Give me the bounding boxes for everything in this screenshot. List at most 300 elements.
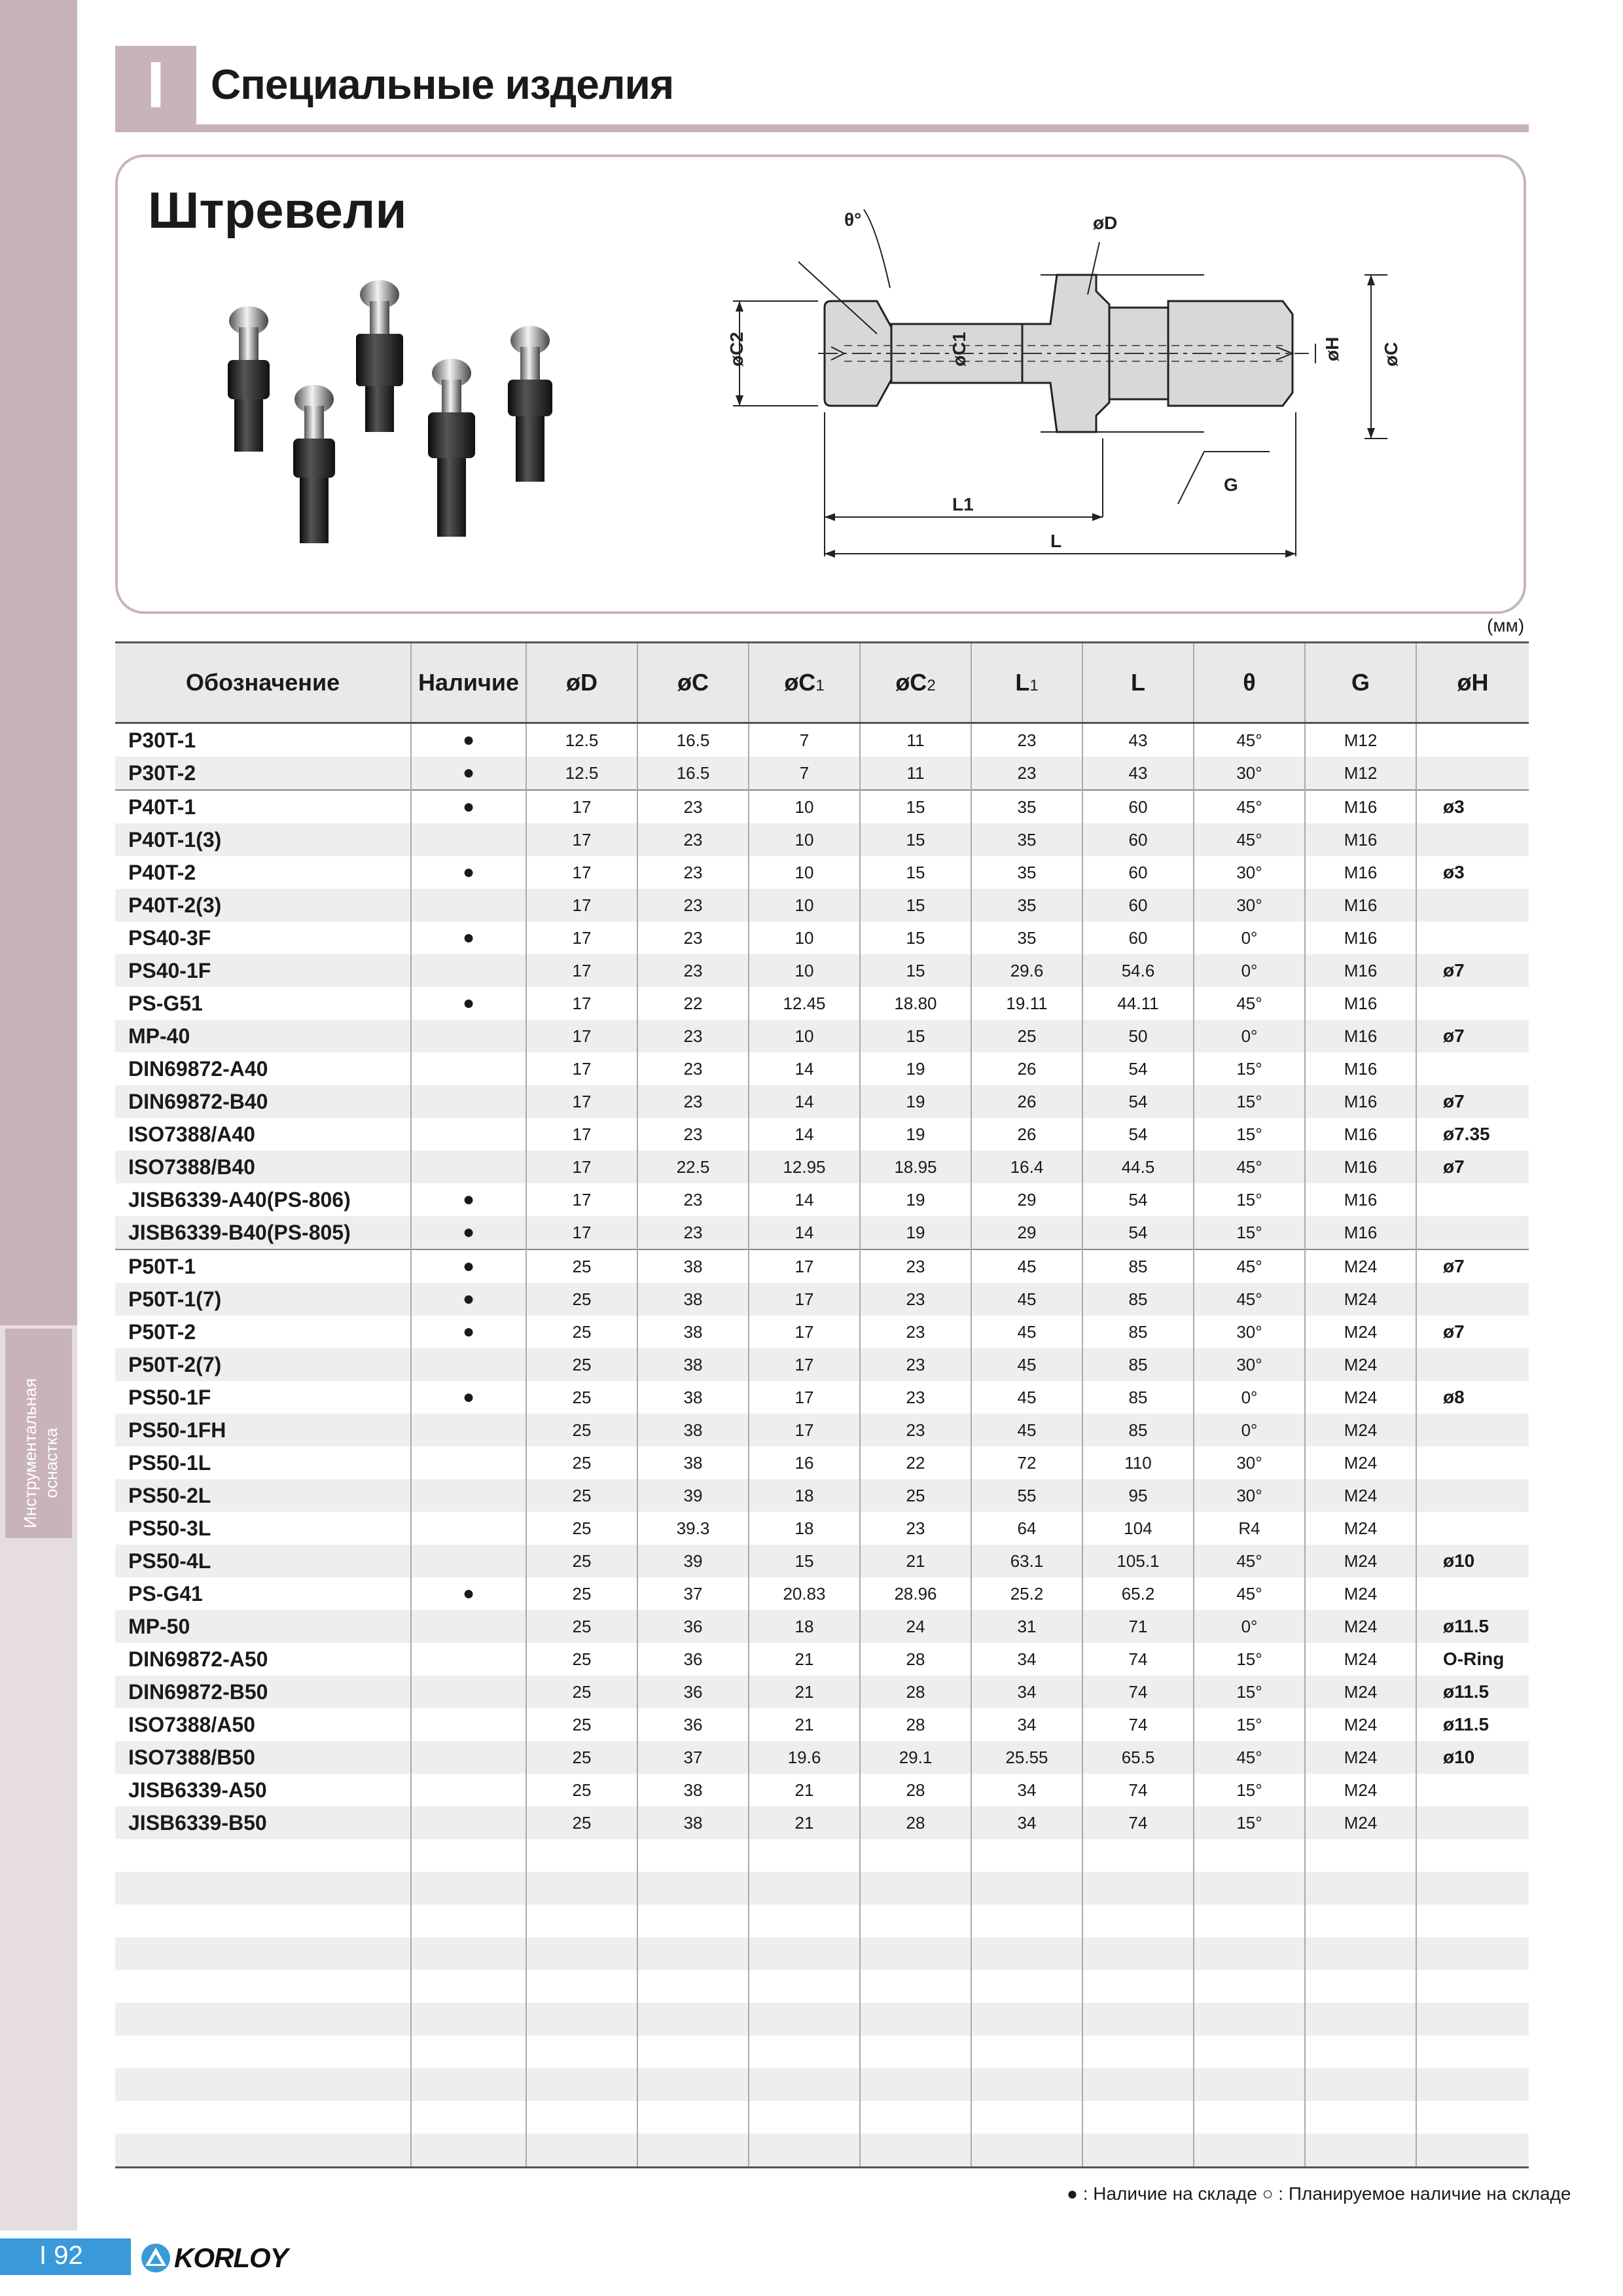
cell-h: O-Ring [1443, 1649, 1505, 1669]
cell-name: ISO7388/A40 [115, 1118, 411, 1151]
cell-d: 17 [526, 987, 637, 1020]
cell-l1: 45 [971, 1348, 1082, 1381]
cell-h [1416, 1283, 1529, 1316]
empty-cell [411, 1872, 526, 1905]
cell-d: 25 [526, 1512, 637, 1545]
cell-l: 85 [1082, 1348, 1194, 1381]
cell-d: 25 [526, 1348, 637, 1381]
empty-cell [526, 1937, 637, 1970]
col-c: øC [637, 643, 749, 723]
cell-g: M16 [1305, 954, 1416, 987]
cell-c1: 12.95 [749, 1151, 860, 1183]
cell-c1: 15 [749, 1545, 860, 1577]
cell-l: 74 [1082, 1774, 1194, 1806]
cell-g: M24 [1305, 1741, 1416, 1774]
empty-row [115, 1937, 1529, 1970]
cell-l: 60 [1082, 856, 1194, 889]
cell-theta: 45° [1194, 1249, 1305, 1283]
cell-theta: 0° [1194, 1414, 1305, 1446]
empty-cell [526, 2101, 637, 2134]
cell-l1: 29 [971, 1216, 1082, 1249]
cell-d: 25 [526, 1577, 637, 1610]
cell-h [1416, 1446, 1529, 1479]
cell-c2: 23 [860, 1512, 971, 1545]
empty-cell [115, 2101, 411, 2134]
cell-l1: 34 [971, 1806, 1082, 1839]
empty-cell [637, 1839, 749, 1872]
cell-avail: ● [411, 1183, 526, 1216]
cell-c2: 28 [860, 1643, 971, 1676]
cell-l: 85 [1082, 1316, 1194, 1348]
cell-avail: ● [411, 987, 526, 1020]
cell-d: 17 [526, 1216, 637, 1249]
cell-c1: 10 [749, 954, 860, 987]
table-row [115, 1414, 1529, 1446]
cell-avail [411, 1806, 526, 1839]
cell-avail [411, 1708, 526, 1741]
cell-avail [411, 823, 526, 856]
cell-c1: 17 [749, 1283, 860, 1316]
cell-name: ISO7388/A50 [115, 1708, 411, 1741]
cell-avail [411, 1151, 526, 1183]
cell-g: M24 [1305, 1577, 1416, 1610]
table-row [115, 1610, 1529, 1643]
cell-c2: 15 [860, 954, 971, 987]
table-row [115, 1577, 1529, 1610]
cell-avail: ● [411, 1381, 526, 1414]
empty-cell [637, 1970, 749, 2003]
cell-l1: 26 [971, 1118, 1082, 1151]
cell-avail: ● [411, 856, 526, 889]
cell-avail: ● [411, 790, 526, 823]
empty-cell [860, 1872, 971, 1905]
cell-theta: 0° [1194, 922, 1305, 954]
cell-h [1416, 723, 1529, 757]
cell-d: 17 [526, 922, 637, 954]
spec-table [115, 641, 1529, 2168]
table-row [115, 889, 1529, 922]
empty-row [115, 1970, 1529, 2003]
empty-cell [1305, 2101, 1416, 2134]
empty-row [115, 2068, 1529, 2101]
cell-avail [411, 1085, 526, 1118]
table-row [115, 987, 1529, 1020]
cell-name: P40T-2 [115, 856, 411, 889]
table-row [115, 856, 1529, 889]
cell-d: 17 [526, 790, 637, 823]
table-row [115, 1183, 1529, 1216]
empty-row [115, 2134, 1529, 2168]
cell-avail [411, 1414, 526, 1446]
cell-l1: 23 [971, 723, 1082, 757]
table-row [115, 1676, 1529, 1708]
cell-c1: 10 [749, 856, 860, 889]
cell-g: M16 [1305, 790, 1416, 823]
cell-l: 65.5 [1082, 1741, 1194, 1774]
cell-c2: 15 [860, 889, 971, 922]
cell-c1: 20.83 [749, 1577, 860, 1610]
cell-d: 17 [526, 1118, 637, 1151]
cell-c1: 14 [749, 1052, 860, 1085]
cell-c1: 10 [749, 922, 860, 954]
korloy-logo-icon [140, 2242, 171, 2274]
empty-cell [1416, 2003, 1529, 2036]
cell-l1: 25.55 [971, 1741, 1082, 1774]
cell-name: PS-G41 [115, 1577, 411, 1610]
cell-l: 43 [1082, 723, 1194, 757]
cell-name: PS-G51 [115, 987, 411, 1020]
cell-g: M24 [1305, 1545, 1416, 1577]
empty-cell [1194, 2003, 1305, 2036]
cell-g: M24 [1305, 1708, 1416, 1741]
cell-theta: 45° [1194, 1283, 1305, 1316]
cell-d: 17 [526, 1085, 637, 1118]
cell-name: P50T-2 [115, 1316, 411, 1348]
cell-g: M16 [1305, 1183, 1416, 1216]
cell-h: ø3 [1416, 790, 1529, 823]
cell-avail: ● [411, 922, 526, 954]
cell-h [1416, 1414, 1529, 1446]
col-d: øD [526, 643, 637, 723]
empty-cell [115, 1872, 411, 1905]
cell-l: 54 [1082, 1216, 1194, 1249]
cell-l1: 35 [971, 856, 1082, 889]
cell-l1: 16.4 [971, 1151, 1082, 1183]
empty-cell [749, 2068, 860, 2101]
empty-cell [971, 1937, 1082, 1970]
cell-h [1416, 1052, 1529, 1085]
table-row [115, 790, 1529, 823]
cell-theta: 0° [1194, 1020, 1305, 1052]
cell-avail [411, 1020, 526, 1052]
cell-d: 25 [526, 1249, 637, 1283]
cell-l1: 35 [971, 823, 1082, 856]
empty-cell [1305, 2134, 1416, 2168]
cell-c2: 24 [860, 1610, 971, 1643]
cell-l1: 45 [971, 1414, 1082, 1446]
cell-name: ISO7388/B40 [115, 1151, 411, 1183]
cell-c: 23 [637, 1052, 749, 1085]
cell-theta: 0° [1194, 1381, 1305, 1414]
empty-row [115, 2036, 1529, 2068]
product-photo [196, 262, 602, 563]
label-c2: øC2 [726, 332, 747, 367]
cell-theta: 45° [1194, 1545, 1305, 1577]
empty-cell [749, 1970, 860, 2003]
empty-cell [749, 2003, 860, 2036]
cell-g: M24 [1305, 1446, 1416, 1479]
cell-theta: 15° [1194, 1118, 1305, 1151]
legend-filled-icon: ● [1067, 2183, 1078, 2204]
empty-cell [411, 2068, 526, 2101]
cell-d: 25 [526, 1316, 637, 1348]
cell-l1: 26 [971, 1085, 1082, 1118]
cell-avail [411, 1610, 526, 1643]
empty-cell [1082, 1937, 1194, 1970]
table-row [115, 1348, 1529, 1381]
cell-d: 17 [526, 889, 637, 922]
empty-cell [1305, 1839, 1416, 1872]
empty-row [115, 1839, 1529, 1872]
cell-c: 23 [637, 889, 749, 922]
cell-c: 39 [637, 1545, 749, 1577]
cell-l: 54 [1082, 1183, 1194, 1216]
cell-h: ø11.5 [1443, 1714, 1489, 1734]
cell-c1: 14 [749, 1216, 860, 1249]
cell-l: 44.11 [1082, 987, 1194, 1020]
cell-c2: 18.80 [860, 987, 971, 1020]
cell-h [1416, 823, 1529, 856]
cell-c1: 16 [749, 1446, 860, 1479]
technical-drawing [720, 190, 1440, 583]
cell-theta: 45° [1194, 987, 1305, 1020]
cell-c1: 21 [749, 1676, 860, 1708]
cell-name: ISO7388/B50 [115, 1741, 411, 1774]
cell-theta: 0° [1194, 1610, 1305, 1643]
cell-c: 37 [637, 1741, 749, 1774]
cell-l: 60 [1082, 790, 1194, 823]
cell-h: ø7 [1443, 1321, 1465, 1342]
empty-cell [1305, 1937, 1416, 1970]
cell-l1: 34 [971, 1774, 1082, 1806]
table-row [115, 922, 1529, 954]
cell-c: 36 [637, 1643, 749, 1676]
cell-c2: 15 [860, 856, 971, 889]
cell-d: 17 [526, 856, 637, 889]
empty-cell [1082, 2036, 1194, 2068]
empty-cell [1194, 1970, 1305, 2003]
cell-name: MP-50 [115, 1610, 411, 1643]
cell-c: 23 [637, 1085, 749, 1118]
empty-row [115, 2101, 1529, 2134]
empty-cell [971, 1905, 1082, 1937]
cell-l1: 34 [971, 1643, 1082, 1676]
empty-cell [860, 2068, 971, 2101]
cell-c1: 21 [749, 1806, 860, 1839]
table-row [115, 1151, 1529, 1183]
empty-cell [749, 2134, 860, 2168]
cell-d: 17 [526, 1020, 637, 1052]
cell-l: 54 [1082, 1085, 1194, 1118]
cell-h: ø7 [1416, 1151, 1529, 1183]
empty-cell [1082, 2068, 1194, 2101]
cell-h [1416, 1183, 1529, 1216]
cell-c1: 17 [749, 1381, 860, 1414]
cell-l1: 23 [971, 757, 1082, 790]
cell-name: DIN69872-B50 [115, 1676, 411, 1708]
cell-theta: 45° [1194, 1741, 1305, 1774]
cell-g: M16 [1305, 889, 1416, 922]
cell-theta: 15° [1194, 1806, 1305, 1839]
empty-cell [1416, 2068, 1529, 2101]
cell-name: P40T-2(3) [115, 889, 411, 922]
cell-h: ø7 [1416, 1020, 1529, 1052]
cell-name: MP-40 [115, 1020, 411, 1052]
cell-theta: 15° [1194, 1085, 1305, 1118]
empty-cell [860, 1937, 971, 1970]
cell-c2: 19 [860, 1183, 971, 1216]
cell-c2: 19 [860, 1085, 971, 1118]
cell-theta: 30° [1194, 889, 1305, 922]
cell-name: JISB6339-A40(PS-806) [115, 1183, 411, 1216]
empty-cell [1305, 2003, 1416, 2036]
empty-cell [1416, 1905, 1529, 1937]
legend [1067, 2183, 1571, 2204]
empty-cell [526, 1872, 637, 1905]
cell-name: PS50-4L [115, 1545, 411, 1577]
cell-theta: 15° [1194, 1708, 1305, 1741]
cell-avail: ● [411, 1249, 526, 1283]
stud-2 [293, 385, 335, 543]
cell-avail: ● [411, 1283, 526, 1316]
col-h: øH [1416, 643, 1529, 723]
cell-avail [411, 889, 526, 922]
cell-l1: 25 [971, 1020, 1082, 1052]
empty-cell [115, 1970, 411, 2003]
cell-l1: 64 [971, 1512, 1082, 1545]
cell-h: ø10 [1416, 1741, 1529, 1774]
table-row [115, 1249, 1529, 1283]
cell-g: M24 [1305, 1381, 1416, 1414]
cell-c2: 23 [860, 1414, 971, 1446]
cell-l1: 25.2 [971, 1577, 1082, 1610]
empty-cell [1194, 1872, 1305, 1905]
empty-cell [526, 2134, 637, 2168]
cell-avail [411, 1118, 526, 1151]
empty-row [115, 2003, 1529, 2036]
cell-theta: 45° [1194, 723, 1305, 757]
cell-c2: 28 [860, 1708, 971, 1741]
empty-cell [1194, 2068, 1305, 2101]
cell-l1: 45 [971, 1249, 1082, 1283]
cell-c2: 15 [860, 823, 971, 856]
legend-hollow-icon: ○ [1262, 2183, 1274, 2204]
empty-cell [1194, 1839, 1305, 1872]
cell-c2: 28.96 [860, 1577, 971, 1610]
cell-c1: 18 [749, 1512, 860, 1545]
empty-cell [860, 2003, 971, 2036]
empty-cell [749, 2101, 860, 2134]
cell-c: 23 [637, 1118, 749, 1151]
cell-l: 60 [1082, 922, 1194, 954]
cell-d: 25 [526, 1806, 637, 1839]
empty-cell [411, 1970, 526, 2003]
cell-name: PS50-1F [115, 1381, 411, 1414]
empty-cell [1416, 1970, 1529, 2003]
cell-l1: 26 [971, 1052, 1082, 1085]
empty-cell [526, 2036, 637, 2068]
empty-cell [1082, 2101, 1194, 2134]
cell-avail [411, 1479, 526, 1512]
empty-cell [749, 1905, 860, 1937]
table-row [115, 1708, 1529, 1741]
table-row [115, 1446, 1529, 1479]
cell-g: M24 [1305, 1643, 1416, 1676]
stud-3 [356, 280, 403, 432]
cell-h [1416, 1479, 1529, 1512]
empty-cell [637, 1937, 749, 1970]
side-section-label: Инструментальная оснастка [20, 1378, 61, 1528]
table-row [115, 1052, 1529, 1085]
cell-g: M24 [1305, 1512, 1416, 1545]
cell-h [1416, 1216, 1529, 1249]
cell-d: 17 [526, 1052, 637, 1085]
legend-filled-text: : Наличие на складе [1077, 2183, 1262, 2204]
cell-c: 23 [637, 790, 749, 823]
empty-cell [971, 2134, 1082, 2168]
cell-l1: 45 [971, 1381, 1082, 1414]
cell-c1: 17 [749, 1316, 860, 1348]
stud-5 [508, 326, 552, 482]
empty-cell [411, 2036, 526, 2068]
cell-c: 39.3 [637, 1512, 749, 1545]
empty-cell [1305, 1872, 1416, 1905]
table-row [115, 757, 1529, 790]
table-row [115, 823, 1529, 856]
cell-l: 60 [1082, 889, 1194, 922]
cell-theta: 30° [1194, 757, 1305, 790]
side-bar [0, 0, 77, 1325]
cell-l1: 29 [971, 1183, 1082, 1216]
cell-g: M24 [1305, 1610, 1416, 1643]
cell-name: P40T-1 [115, 790, 411, 823]
empty-cell [115, 2003, 411, 2036]
cell-l: 95 [1082, 1479, 1194, 1512]
cell-h: ø3 [1443, 862, 1465, 882]
cell-h [1416, 1577, 1529, 1610]
empty-cell [860, 2101, 971, 2134]
empty-cell [1082, 1872, 1194, 1905]
cell-c2: 19 [860, 1216, 971, 1249]
cell-g: M24 [1305, 1249, 1416, 1283]
cell-c1: 17 [749, 1348, 860, 1381]
cell-g: M24 [1305, 1283, 1416, 1316]
cell-c: 38 [637, 1414, 749, 1446]
cell-l1: 63.1 [971, 1545, 1082, 1577]
cell-c: 23 [637, 1020, 749, 1052]
col-name: Обозначение [115, 643, 411, 723]
cell-h: ø10 [1416, 1545, 1529, 1577]
cell-theta: 45° [1194, 790, 1305, 823]
cell-c1: 18 [749, 1479, 860, 1512]
cell-h [1416, 1512, 1529, 1545]
cell-name: P50T-2(7) [115, 1348, 411, 1381]
cell-avail: ● [411, 1316, 526, 1348]
cell-theta: 30° [1194, 1479, 1305, 1512]
cell-h [1416, 757, 1529, 790]
empty-cell [637, 2068, 749, 2101]
cell-c2: 18.95 [860, 1151, 971, 1183]
cell-c2: 22 [860, 1446, 971, 1479]
cell-c: 23 [637, 922, 749, 954]
cell-h: ø11.5 [1416, 1610, 1529, 1643]
label-g: G [1224, 475, 1238, 495]
cell-l1: 34 [971, 1676, 1082, 1708]
col-l1: L1 [971, 643, 1082, 723]
cell-avail [411, 1741, 526, 1774]
cell-d: 25 [526, 1676, 637, 1708]
cell-l: 50 [1082, 1020, 1194, 1052]
empty-cell [749, 1937, 860, 1970]
cell-name: DIN69872-A40 [115, 1052, 411, 1085]
cell-g: M16 [1305, 1151, 1416, 1183]
cell-c: 37 [637, 1577, 749, 1610]
cell-theta: R4 [1194, 1512, 1305, 1545]
cell-c: 38 [637, 1774, 749, 1806]
cell-g: M16 [1305, 1020, 1416, 1052]
cell-h: ø7 [1416, 1249, 1529, 1283]
label-theta: θ° [844, 209, 862, 230]
